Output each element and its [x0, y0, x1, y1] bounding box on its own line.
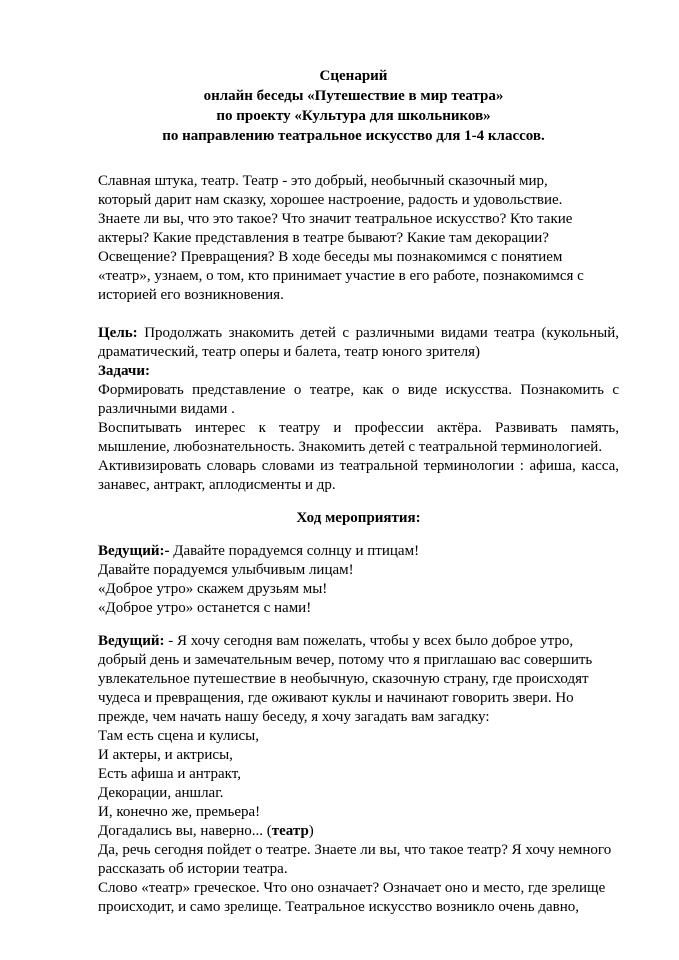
task-item: Формировать представление о театре, как о виде искусства. Познакомить с различными видами .: [98, 382, 619, 417]
riddle-line: Есть афиша и антракт,: [98, 766, 241, 782]
riddle-line: Там есть сцена и кулисы,: [98, 728, 259, 744]
dialog-block-1: [98, 542, 619, 618]
task-item: Активизировать словарь словами из театральной терминологии : афиша, касса, занавес, антракт, аплодисменты и др.: [98, 458, 619, 493]
guess-answer: театр: [271, 823, 309, 839]
dialog-line: прежде, чем начать нашу беседу, я хочу загадать вам загадку:: [98, 709, 490, 725]
riddle-guess-line: [98, 822, 619, 841]
speaker-label: Ведущий:-: [98, 543, 170, 559]
intro-paragraph: [98, 172, 619, 305]
tasks-label: Задачи:: [98, 363, 151, 379]
riddle-line: Декорации, аншлаг.: [98, 785, 224, 801]
document-title: [88, 66, 619, 146]
dialog-text: - Я хочу сегодня вам пожелать, чтобы у всех было доброе утро,: [164, 633, 574, 649]
speaker-label: Ведущий:: [98, 633, 165, 649]
intro-line: историей его возникновения.: [98, 287, 284, 303]
dialog-line: Давайте порадуемся улыбчивым лицам!: [98, 562, 354, 578]
dialog-first-line: [98, 632, 619, 651]
title-line-2: онлайн беседы «Путешествие в мир театра»: [203, 88, 504, 104]
intro-line: Знаете ли вы, что это такое? Что значит театральное искусство? Кто такие: [98, 211, 573, 227]
task-item: Воспитывать интерес к театру и профессии актёра. Развивать память, мышление, любознательность. Знакомить детей с театральной терминологией.: [98, 420, 619, 455]
dialog-line: «Доброе утро» скажем друзьям мы!: [98, 581, 328, 597]
intro-line: актеры? Какие представления в театре бывают? Какие там декорации?: [98, 230, 549, 246]
dialog-line: рассказать об истории театра.: [98, 861, 288, 877]
dialog-block-2: [98, 632, 619, 917]
dialog-line: происходит, и само зрелище. Театральное искусство возникло очень давно,: [98, 899, 580, 915]
riddle-line: И актеры, и актрисы,: [98, 747, 233, 763]
goal-paragraph: [98, 324, 619, 362]
intro-line: «театр», узнаем, о том, кто принимает участие в его работе, познакомимся с: [98, 268, 584, 284]
title-line-1: Сценарий: [319, 68, 388, 84]
guess-prefix: Догадались вы, наверно... (: [98, 823, 272, 839]
dialog-text: Давайте порадуемся солнцу и птицам!: [169, 543, 420, 559]
event-heading: Ход мероприятия:: [296, 510, 421, 526]
riddle-line: И, конечно же, премьера!: [98, 804, 261, 820]
title-line-4: по направлению театральное искусство для 1-4 классов.: [162, 128, 545, 144]
dialog-line: чудеса и превращения, где оживают куклы и начинают говорить звери. Но: [98, 690, 574, 706]
dialog-line: «Доброе утро» останется с нами!: [98, 600, 312, 616]
dialog-first-line: [98, 542, 619, 561]
intro-line: Освещение? Превращения? В ходе беседы мы познакомимся с понятием: [98, 249, 563, 265]
goal-text: Продолжать знакомить детей с различными видами театра (кукольный, драматический, театр оперы и балета, театр юного зрителя): [98, 325, 619, 360]
guess-suffix: ): [308, 823, 314, 839]
title-line-3: по проекту «Культура для школьников»: [216, 108, 491, 124]
dialog-line: Слово «театр» греческое. Что оно означает? Означает оно и место, где зрелище: [98, 880, 606, 896]
intro-line: Славная штука, театр. Театр - это добрый, необычный сказочный мир,: [98, 173, 548, 189]
intro-line: который дарит нам сказку, хорошее настроение, радость и удовольствие.: [98, 192, 563, 208]
dialog-line: добрый день и замечательным вечер, потому что я приглашаю вас совершить: [98, 652, 593, 668]
dialog-line: Да, речь сегодня пойдет о театре. Знаете ли вы, что такое театр? Я хочу немного: [98, 842, 612, 858]
dialog-line: увлекательное путешествие в необычную, сказочную страну, где происходят: [98, 671, 589, 687]
goal-label: Цель:: [98, 325, 138, 341]
